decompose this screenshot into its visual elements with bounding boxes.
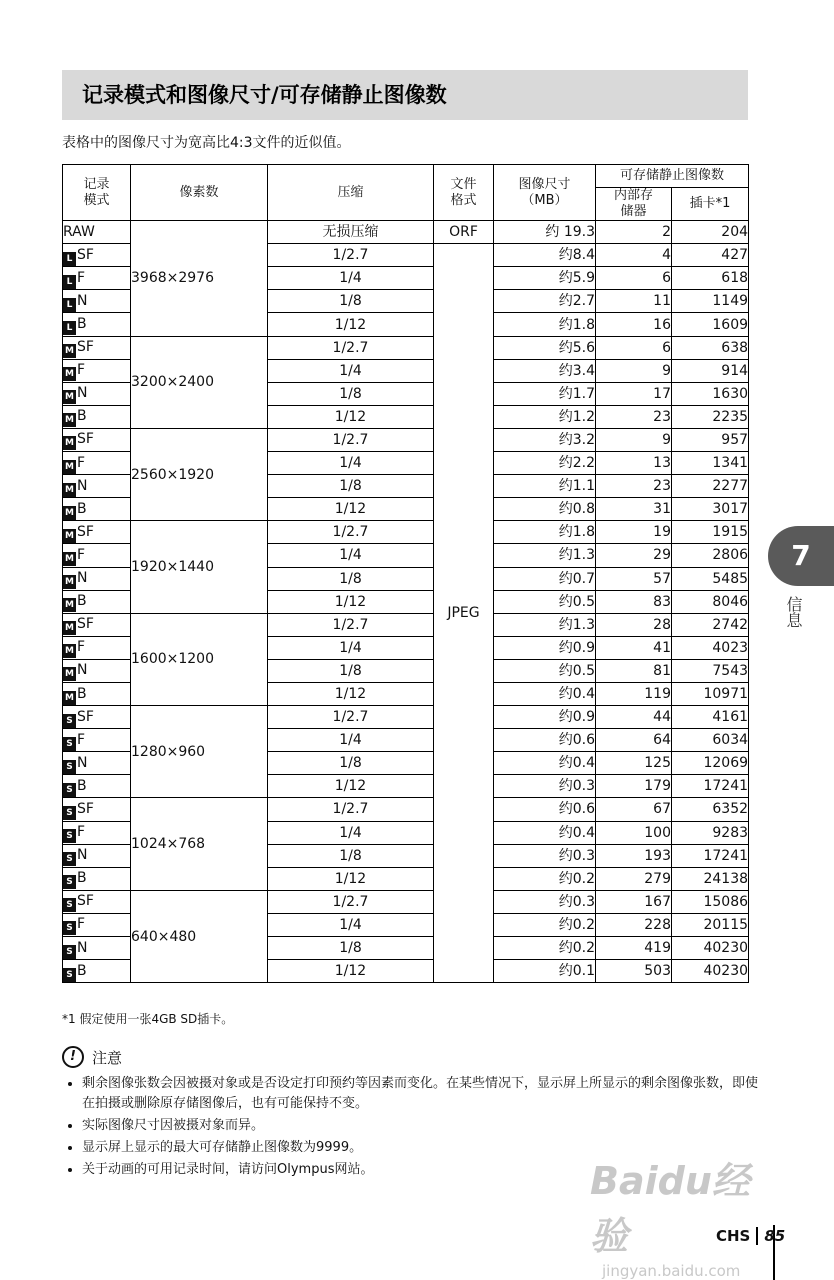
- size-cell: 约0.6: [494, 798, 596, 821]
- size-cell: 约1.1: [494, 475, 596, 498]
- internal-count-cell: 13: [596, 452, 672, 475]
- compression-cell: 1/12: [268, 682, 434, 705]
- size-cell: 约1.3: [494, 544, 596, 567]
- internal-count-cell: 64: [596, 729, 672, 752]
- internal-count-cell: 57: [596, 567, 672, 590]
- mode-label: F: [77, 824, 86, 841]
- compression-cell: 1/4: [268, 729, 434, 752]
- internal-count-cell: 6: [596, 267, 672, 290]
- card-count-cell: 5485: [672, 567, 749, 590]
- compression-cell: 1/12: [268, 313, 434, 336]
- size-cell: 约0.5: [494, 590, 596, 613]
- mode-cell: [63, 821, 131, 844]
- table-row: [63, 890, 749, 913]
- size-badge-icon: S: [63, 968, 76, 982]
- compression-cell: 1/8: [268, 475, 434, 498]
- card-count-cell: 17241: [672, 844, 749, 867]
- mode-cell: [63, 521, 131, 544]
- card-count-cell: 2806: [672, 544, 749, 567]
- size-badge-icon: S: [63, 829, 76, 843]
- size-badge-icon: M: [63, 436, 76, 450]
- size-badge-icon: S: [63, 714, 76, 728]
- size-cell: 约0.7: [494, 567, 596, 590]
- card-count-cell: 1915: [672, 521, 749, 544]
- card-count-cell: 2742: [672, 613, 749, 636]
- size-badge-icon: M: [63, 460, 76, 474]
- mode-cell: [63, 428, 131, 451]
- footnote: *1 假定使用一张4GB SD插卡。: [62, 1012, 234, 1026]
- pixels-cell: 640×480: [131, 890, 268, 982]
- header-size: 图像尺寸 （MB）: [494, 165, 596, 221]
- table-row: [63, 336, 749, 359]
- mode-label: N: [77, 754, 88, 771]
- internal-count-cell: 125: [596, 752, 672, 775]
- size-cell: 约8.4: [494, 244, 596, 267]
- internal-count-cell: 419: [596, 937, 672, 960]
- size-badge-icon: S: [63, 737, 76, 751]
- header-mode: 记录 模式: [63, 165, 131, 221]
- chapter-tab: 7: [768, 526, 834, 586]
- recording-mode-table: [62, 164, 749, 983]
- card-count-cell: 914: [672, 359, 749, 382]
- mode-cell: [63, 290, 131, 313]
- size-cell: 约0.5: [494, 659, 596, 682]
- mode-label: SF: [77, 708, 94, 725]
- size-badge-icon: S: [63, 783, 76, 797]
- mode-cell: [63, 913, 131, 936]
- size-badge-icon: S: [63, 852, 76, 866]
- compression-cell: 1/2.7: [268, 613, 434, 636]
- size-cell: 约0.4: [494, 682, 596, 705]
- card-count-cell: 1609: [672, 313, 749, 336]
- card-count-cell: 24138: [672, 867, 749, 890]
- mode-label: F: [77, 454, 86, 471]
- card-count-cell: 6352: [672, 798, 749, 821]
- format-cell: JPEG: [434, 244, 494, 983]
- mode-label: B: [77, 962, 87, 979]
- mode-label: N: [77, 292, 88, 309]
- compression-cell: 1/8: [268, 937, 434, 960]
- compression-cell: 无损压缩: [268, 221, 434, 244]
- card-count-cell: 2235: [672, 405, 749, 428]
- mode-label: N: [77, 570, 88, 587]
- mode-cell: [63, 590, 131, 613]
- size-cell: 约5.6: [494, 336, 596, 359]
- internal-count-cell: 9: [596, 428, 672, 451]
- card-count-cell: 957: [672, 428, 749, 451]
- size-cell: 约0.6: [494, 729, 596, 752]
- mode-label: N: [77, 939, 88, 956]
- size-cell: 约3.2: [494, 428, 596, 451]
- compression-cell: 1/2.7: [268, 336, 434, 359]
- compression-cell: 1/4: [268, 359, 434, 382]
- mode-label: SF: [77, 339, 94, 356]
- internal-count-cell: 83: [596, 590, 672, 613]
- size-badge-icon: M: [63, 529, 76, 543]
- size-cell: 约2.7: [494, 290, 596, 313]
- mode-label: SF: [77, 800, 94, 817]
- page-title: 记录模式和图像尺寸/可存储静止图像数: [82, 83, 447, 107]
- mode-cell: [63, 382, 131, 405]
- mode-label: B: [77, 870, 87, 887]
- size-cell: 约0.9: [494, 636, 596, 659]
- size-badge-icon: M: [63, 598, 76, 612]
- card-count-cell: 1149: [672, 290, 749, 313]
- pixels-cell: 1280×960: [131, 706, 268, 798]
- size-badge-icon: M: [63, 644, 76, 658]
- mode-label: F: [77, 639, 86, 656]
- compression-cell: 1/8: [268, 567, 434, 590]
- size-cell: 约0.2: [494, 937, 596, 960]
- mode-cell: [63, 960, 131, 983]
- pixels-cell: 1024×768: [131, 798, 268, 890]
- note-title: 注意: [92, 1048, 123, 1067]
- mode-label: N: [77, 847, 88, 864]
- compression-cell: 1/4: [268, 821, 434, 844]
- card-count-cell: 1341: [672, 452, 749, 475]
- size-cell: 约1.8: [494, 313, 596, 336]
- internal-count-cell: 23: [596, 405, 672, 428]
- mode-cell: [63, 452, 131, 475]
- internal-count-cell: 44: [596, 706, 672, 729]
- mode-cell: [63, 267, 131, 290]
- mode-label: SF: [77, 523, 94, 540]
- card-count-cell: 7543: [672, 659, 749, 682]
- pixels-cell: 1600×1200: [131, 613, 268, 705]
- internal-count-cell: 81: [596, 659, 672, 682]
- size-badge-icon: M: [63, 344, 76, 358]
- size-badge-icon: L: [63, 252, 76, 266]
- card-count-cell: 618: [672, 267, 749, 290]
- internal-count-cell: 16: [596, 313, 672, 336]
- internal-count-cell: 193: [596, 844, 672, 867]
- compression-cell: 1/4: [268, 636, 434, 659]
- table-body: [63, 221, 749, 983]
- mode-cell: [63, 682, 131, 705]
- internal-count-cell: 11: [596, 290, 672, 313]
- compression-cell: 1/4: [268, 544, 434, 567]
- size-badge-icon: M: [63, 367, 76, 381]
- header-pixels: 像素数: [131, 165, 268, 221]
- internal-count-cell: 17: [596, 382, 672, 405]
- size-cell: 约1.2: [494, 405, 596, 428]
- compression-cell: 1/12: [268, 775, 434, 798]
- size-badge-icon: M: [63, 691, 76, 705]
- internal-count-cell: 67: [596, 798, 672, 821]
- card-count-cell: 15086: [672, 890, 749, 913]
- compression-cell: 1/12: [268, 960, 434, 983]
- card-count-cell: 20115: [672, 913, 749, 936]
- watermark-url: jingyan.baidu.com: [602, 1262, 741, 1280]
- table-row: [63, 798, 749, 821]
- mode-cell: [63, 798, 131, 821]
- size-cell: 约5.9: [494, 267, 596, 290]
- card-count-cell: 17241: [672, 775, 749, 798]
- note-item: • 实际图像尺寸因被摄对象而异。: [82, 1116, 762, 1136]
- size-cell: 约0.3: [494, 844, 596, 867]
- table-row: [63, 613, 749, 636]
- card-count-cell: 6034: [672, 729, 749, 752]
- card-count-cell: 40230: [672, 937, 749, 960]
- size-badge-icon: M: [63, 621, 76, 635]
- internal-count-cell: 23: [596, 475, 672, 498]
- size-cell: 约1.3: [494, 613, 596, 636]
- size-cell: 约0.2: [494, 867, 596, 890]
- internal-count-cell: 31: [596, 498, 672, 521]
- pixels-cell: 3968×2976: [131, 221, 268, 336]
- language-code: CHS: [716, 1227, 758, 1245]
- size-badge-icon: S: [63, 875, 76, 889]
- mode-cell: [63, 844, 131, 867]
- compression-cell: 1/4: [268, 913, 434, 936]
- size-cell: 约3.4: [494, 359, 596, 382]
- size-badge-icon: M: [63, 552, 76, 566]
- size-badge-icon: S: [63, 898, 76, 912]
- internal-count-cell: 2: [596, 221, 672, 244]
- size-badge-icon: M: [63, 390, 76, 404]
- mode-label: B: [77, 408, 87, 425]
- size-cell: 约0.4: [494, 821, 596, 844]
- header-card: 插卡*1: [672, 188, 749, 221]
- size-cell: 约0.3: [494, 775, 596, 798]
- mode-cell: [63, 937, 131, 960]
- mode-label: SF: [77, 616, 94, 633]
- caution-icon: !: [62, 1046, 84, 1068]
- card-count-cell: 4161: [672, 706, 749, 729]
- header-format: 文件 格式: [434, 165, 494, 221]
- mode-cell: RAW: [63, 221, 131, 244]
- format-cell: ORF: [434, 221, 494, 244]
- mode-label: F: [77, 546, 86, 563]
- card-count-cell: 638: [672, 336, 749, 359]
- card-count-cell: 3017: [672, 498, 749, 521]
- internal-count-cell: 228: [596, 913, 672, 936]
- internal-count-cell: 28: [596, 613, 672, 636]
- mode-cell: [63, 405, 131, 428]
- internal-count-cell: 41: [596, 636, 672, 659]
- size-badge-icon: M: [63, 483, 76, 497]
- mode-cell: [63, 752, 131, 775]
- compression-cell: 1/8: [268, 659, 434, 682]
- size-badge-icon: M: [63, 667, 76, 681]
- mode-label: F: [77, 731, 86, 748]
- mode-cell: [63, 775, 131, 798]
- internal-count-cell: 29: [596, 544, 672, 567]
- page-number: 85: [764, 1227, 786, 1245]
- size-badge-icon: S: [63, 945, 76, 959]
- compression-cell: 1/2.7: [268, 521, 434, 544]
- size-cell: 约1.7: [494, 382, 596, 405]
- card-count-cell: 9283: [672, 821, 749, 844]
- internal-count-cell: 119: [596, 682, 672, 705]
- size-cell: 约2.2: [494, 452, 596, 475]
- compression-cell: 1/2.7: [268, 798, 434, 821]
- size-badge-icon: M: [63, 575, 76, 589]
- card-count-cell: 427: [672, 244, 749, 267]
- watermark-brand: Baidu经验: [590, 1159, 750, 1258]
- table-row: [63, 706, 749, 729]
- mode-label: B: [77, 593, 87, 610]
- mode-cell: [63, 613, 131, 636]
- card-count-cell: 1630: [672, 382, 749, 405]
- compression-cell: 1/12: [268, 867, 434, 890]
- chapter-label: 信息: [784, 596, 803, 628]
- card-count-cell: 4023: [672, 636, 749, 659]
- pixels-cell: 1920×1440: [131, 521, 268, 613]
- size-badge-icon: S: [63, 760, 76, 774]
- note-heading: [62, 1046, 122, 1068]
- compression-cell: 1/2.7: [268, 428, 434, 451]
- card-count-cell: 204: [672, 221, 749, 244]
- mode-cell: [63, 636, 131, 659]
- size-cell: 约0.1: [494, 960, 596, 983]
- internal-count-cell: 503: [596, 960, 672, 983]
- size-cell: 约0.8: [494, 498, 596, 521]
- compression-cell: 1/12: [268, 590, 434, 613]
- internal-count-cell: 100: [596, 821, 672, 844]
- card-count-cell: 10971: [672, 682, 749, 705]
- mode-cell: [63, 336, 131, 359]
- compression-cell: 1/8: [268, 752, 434, 775]
- card-count-cell: 2277: [672, 475, 749, 498]
- mode-label: F: [77, 916, 86, 933]
- size-cell: 约0.9: [494, 706, 596, 729]
- compression-cell: 1/8: [268, 382, 434, 405]
- pixels-cell: 2560×1920: [131, 428, 268, 520]
- internal-count-cell: 279: [596, 867, 672, 890]
- size-cell: 约 19.3: [494, 221, 596, 244]
- size-badge-icon: S: [63, 921, 76, 935]
- mode-cell: [63, 359, 131, 382]
- mode-cell: [63, 867, 131, 890]
- mode-label: B: [77, 500, 87, 517]
- card-count-cell: 12069: [672, 752, 749, 775]
- mode-label: SF: [77, 246, 94, 263]
- mode-cell: [63, 659, 131, 682]
- mode-cell: [63, 498, 131, 521]
- compression-cell: 1/4: [268, 267, 434, 290]
- card-count-cell: 8046: [672, 590, 749, 613]
- mode-cell: [63, 706, 131, 729]
- compression-cell: 1/2.7: [268, 244, 434, 267]
- internal-count-cell: 179: [596, 775, 672, 798]
- size-cell: 约0.2: [494, 913, 596, 936]
- mode-label: B: [77, 777, 87, 794]
- mode-label: F: [77, 269, 86, 286]
- mode-label: N: [77, 662, 88, 679]
- mode-label: N: [77, 477, 88, 494]
- mode-cell: [63, 244, 131, 267]
- size-badge-icon: S: [63, 806, 76, 820]
- section-title-bar: [62, 70, 748, 120]
- mode-cell: [63, 475, 131, 498]
- mode-cell: [63, 313, 131, 336]
- compression-cell: 1/12: [268, 498, 434, 521]
- mode-label: SF: [77, 893, 94, 910]
- page-footer: [716, 1227, 785, 1245]
- header-count: 可存储静止图像数: [596, 165, 749, 188]
- mode-cell: [63, 729, 131, 752]
- table-row: [63, 428, 749, 451]
- compression-cell: 1/2.7: [268, 890, 434, 913]
- internal-count-cell: 9: [596, 359, 672, 382]
- size-badge-icon: M: [63, 506, 76, 520]
- pixels-cell: 3200×2400: [131, 336, 268, 428]
- table-row-raw: [63, 221, 749, 244]
- header-internal: 内部存 储器: [596, 188, 672, 221]
- size-cell: 约1.8: [494, 521, 596, 544]
- note-item: • 关于动画的可用记录时间，请访问Olympus网站。: [82, 1160, 762, 1180]
- size-cell: 约0.4: [494, 752, 596, 775]
- mode-label: N: [77, 385, 88, 402]
- compression-cell: 1/8: [268, 844, 434, 867]
- size-badge-icon: L: [63, 298, 76, 312]
- mode-label: SF: [77, 431, 94, 448]
- mode-label: F: [77, 362, 86, 379]
- size-badge-icon: M: [63, 413, 76, 427]
- internal-count-cell: 167: [596, 890, 672, 913]
- mode-label: B: [77, 685, 87, 702]
- compression-cell: 1/4: [268, 452, 434, 475]
- compression-cell: 1/12: [268, 405, 434, 428]
- mode-cell: [63, 544, 131, 567]
- header-compression: 压缩: [268, 165, 434, 221]
- card-count-cell: 40230: [672, 960, 749, 983]
- intro-text: 表格中的图像尺寸为宽高比4:3文件的近似值。: [62, 135, 351, 151]
- size-badge-icon: L: [63, 321, 76, 335]
- size-badge-icon: L: [63, 275, 76, 289]
- internal-count-cell: 19: [596, 521, 672, 544]
- mode-cell: [63, 890, 131, 913]
- note-item: • 剩余图像张数会因被摄对象或是否设定打印预约等因素而变化。在某些情况下，显示屏上所显示的剩余图像张数，即使在拍摄或删除原存储图像后，也有可能保持不变。: [82, 1074, 762, 1114]
- mode-cell: [63, 567, 131, 590]
- table-row: [63, 521, 749, 544]
- mode-label: B: [77, 316, 87, 333]
- internal-count-cell: 4: [596, 244, 672, 267]
- compression-cell: 1/8: [268, 290, 434, 313]
- internal-count-cell: 6: [596, 336, 672, 359]
- note-item: • 显示屏上显示的最大可存储静止图像数为9999。: [82, 1138, 762, 1158]
- compression-cell: 1/2.7: [268, 706, 434, 729]
- size-cell: 约0.3: [494, 890, 596, 913]
